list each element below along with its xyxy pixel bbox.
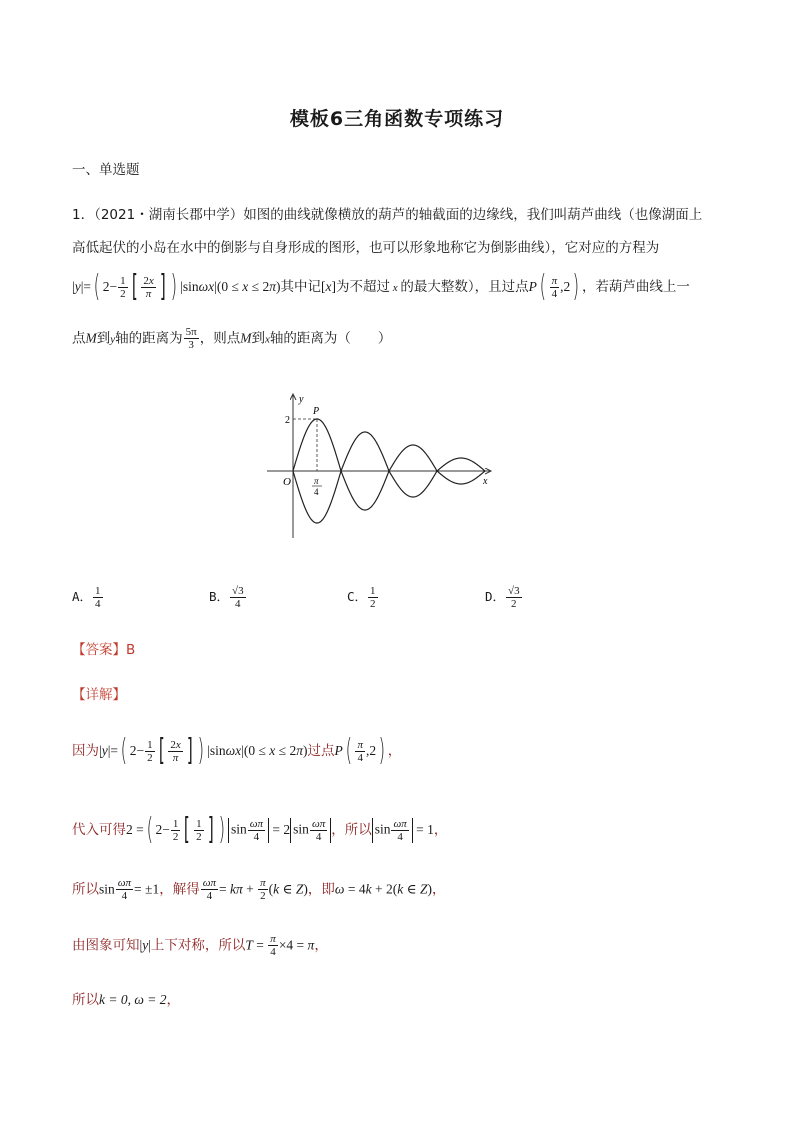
s3-c: ，即 — [307, 881, 335, 898]
label-2: 2 — [285, 415, 290, 426]
section-heading: 一、单选题 — [72, 162, 140, 178]
label-y: y — [299, 394, 304, 405]
s5-c: ， — [166, 992, 180, 1008]
step-5 — [72, 988, 180, 1008]
gourd-curve-figure — [255, 388, 505, 548]
step-1: 因为|y|=( 2− $\frac{1}{2}$ [ $\frac{2x}{\pi}$ ] ) |sinωx|(0 ≤ x ≤ 2π)过点P( $\frac{\pi}{4}$ ,2) ， — [72, 733, 402, 768]
curve-lower — [293, 471, 485, 523]
choice-d-letter: D． — [485, 589, 506, 604]
step-2: 代入可得2 =( 2− $\frac{1}{2}$ [ $\frac{1}{2}$ ] ) sin $\frac{\omega\pi}{4}$ = 2 sin $\frac{\omega\pi}{4}$ ，所以 sin $\frac{\omega\pi}{4}$ = 1， — [72, 812, 448, 847]
choice-b-frac — [230, 585, 246, 610]
s4-a: 由图象可知 — [72, 937, 140, 954]
var-x: x — [264, 333, 270, 346]
answer-line — [72, 638, 135, 658]
q4-e: 到 — [251, 330, 265, 347]
label-p: P — [313, 406, 320, 417]
var-y: y — [110, 333, 116, 346]
q4-f: 轴的距离为（ ） — [269, 330, 392, 347]
choice-b-num: √3 — [232, 585, 244, 597]
var-m: M — [85, 330, 97, 346]
s3-a: 所以 — [72, 881, 99, 898]
choice-a[interactable] — [72, 585, 104, 610]
choice-c-frac — [368, 585, 378, 610]
frac-den: 3 — [188, 339, 194, 351]
question-text-1: 如图的曲线就像横放的葫芦的轴截面的边缘线，我们叫葫芦曲线（也像湖面上 — [243, 207, 703, 223]
floor-desc: 为不超过 — [335, 279, 390, 295]
choice-d-den: 2 — [511, 598, 517, 610]
q4-c: 轴的距离为 — [115, 330, 183, 347]
tick-pi: π — [314, 476, 319, 486]
label-origin: O — [283, 476, 291, 488]
s2-a: 代入可得 — [72, 822, 126, 838]
s2-b: ，所以 — [331, 822, 372, 838]
label-x: x — [483, 476, 488, 487]
step-3: 所以sin $\frac{\omega\pi}{4}$ = ±1，解得 $\frac{\omega\pi}{4}$ = kπ + $\frac{\pi}{2}$ (k ∈ Z)，即ω = 4k + 2(k ∈ Z)， — [72, 877, 446, 902]
question-line-2: 高低起伏的小岛在水中的倒影与自身形成的图形，也可以形象地称它为倒影曲线），它对应的方程为 — [72, 240, 660, 256]
question-source: 1．（2021・湖南长郡中学） — [72, 207, 244, 223]
choice-a-letter: A． — [72, 589, 93, 604]
choice-a-frac — [93, 585, 103, 610]
s4-b: 上下对称，所以 — [150, 937, 246, 954]
choice-a-num: 1 — [95, 585, 101, 597]
tick-4: 4 — [314, 487, 319, 497]
choice-a-den: 4 — [95, 598, 101, 610]
page-title: 模板6三角函数专项练习 — [289, 108, 505, 130]
choice-c[interactable] — [347, 585, 379, 610]
detail-tag: 【详解】 — [72, 687, 126, 703]
choice-d[interactable] — [485, 585, 523, 610]
choice-b-letter: B． — [209, 589, 230, 604]
frac-num: 5π — [185, 326, 197, 338]
s1-c: ， — [387, 743, 402, 759]
s1-a: 因为 — [72, 743, 99, 759]
var-m-2: M — [240, 330, 252, 346]
s3-d: ， — [431, 881, 446, 898]
choice-c-letter: C． — [347, 589, 368, 604]
question-line-4 — [72, 326, 391, 351]
question-equation-line: |y|=( 2− $\frac{1}{2}$ [ $\frac{2x}{\pi}$ ] ) |sinωx|(0 ≤ x ≤ 2π)其中记[x]为不超过 x 的最大整数），且过点P( $\frac{\pi}{4}$ ,2) ，若葫芦曲线上一 — [72, 269, 690, 304]
answer-value: B — [126, 642, 136, 658]
s2-c: ， — [433, 822, 448, 838]
q4-a: 点 — [72, 330, 86, 347]
step-4: 由图象可知|y|上下对称，所以T = $\frac{\pi}{4}$ ×4 = π， — [72, 933, 328, 958]
choice-c-den: 2 — [370, 598, 376, 610]
s3-b: ，解得 — [159, 881, 200, 898]
question-line-1 — [72, 203, 702, 223]
choice-d-num: √3 — [508, 585, 520, 597]
s4-c: ， — [314, 937, 328, 954]
s1-b: 过点 — [307, 743, 335, 759]
frac-5pi-3 — [184, 326, 199, 351]
answer-tag: 【答案】 — [72, 642, 126, 658]
s5-b: k = 0, ω = 2 — [99, 992, 167, 1007]
q4-d: ，则点 — [199, 330, 241, 347]
eq-suffix: 其中记 — [280, 279, 321, 295]
choice-b-den: 4 — [235, 598, 241, 610]
q4-b: 到 — [96, 330, 111, 347]
choice-d-frac — [506, 585, 522, 610]
choice-c-num: 1 — [370, 585, 376, 597]
floor-desc-2: 的最大整数），且过点 — [400, 279, 529, 295]
point-suffix: ，若葫芦曲线上一 — [581, 279, 690, 295]
choice-b[interactable] — [209, 585, 247, 610]
curve-upper — [293, 419, 485, 471]
s5-a: 所以 — [72, 992, 99, 1008]
